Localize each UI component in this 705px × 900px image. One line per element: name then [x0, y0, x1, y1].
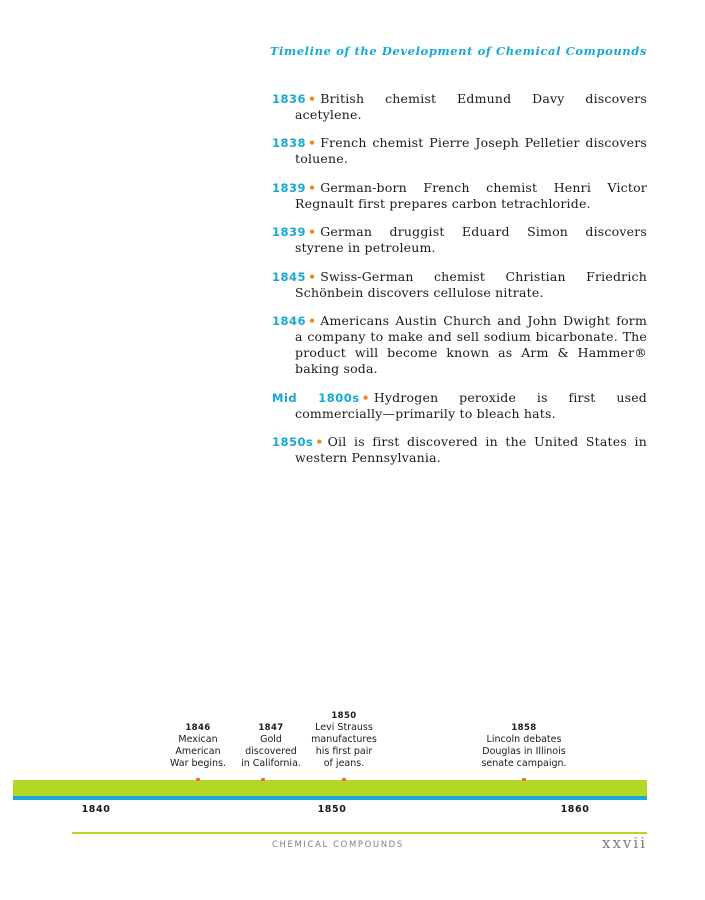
timeline-marker-icon [196, 778, 200, 781]
timeline-entry [272, 313, 647, 377]
event-line: discovered [245, 746, 297, 757]
timeline-marker-icon [342, 778, 346, 781]
event-line: of jeans. [323, 758, 365, 769]
event-line: Levi Strauss [315, 722, 373, 733]
event-year: 1858 [511, 723, 537, 733]
event-year: 1847 [258, 723, 284, 733]
entry-year: 1839 [272, 225, 307, 239]
axis-label-1860: 1860 [560, 804, 590, 815]
entry-text: German druggist Eduard Simon discovers styrene in petroleum. [295, 224, 647, 255]
event-line: Lincoln debates [486, 734, 562, 745]
event-line: Mexican [178, 734, 218, 745]
entry-year: Mid 1800s [272, 390, 360, 405]
timeline-axis-line [13, 796, 647, 800]
timeline-entry [272, 180, 647, 212]
entry-text: German-born French chemist Henri Victor Regnault first prepares carbon tetrachloride. [295, 179, 647, 211]
event-line: War begins. [169, 758, 227, 769]
timeline-entry [272, 269, 647, 301]
bullet-icon: • [308, 224, 317, 239]
entry-text: Oil is first discovered in the United States in western Pennsylvania. [295, 434, 647, 465]
bullet-icon: • [308, 179, 317, 195]
timeline-entry [272, 434, 647, 466]
entry-year: 1845 [272, 269, 307, 284]
entry-text: French chemist Pierre Joseph Pelletier discovers toluene. [295, 135, 647, 166]
timeline-marker-icon [261, 778, 265, 781]
timeline-event-1850 [311, 710, 377, 770]
axis-label-1840: 1840 [81, 804, 111, 815]
bullet-icon: • [361, 389, 370, 405]
event-line: in California. [241, 758, 301, 769]
axis-label-1850: 1850 [317, 804, 347, 815]
footer-book-title: CHEMICAL COMPOUNDS [272, 840, 404, 850]
footer-rule [72, 832, 647, 834]
entry-year: 1850s [272, 435, 314, 449]
timeline-entry [272, 135, 647, 167]
entry-year: 1838 [272, 136, 307, 150]
footer-page-number: xxvii [602, 834, 647, 852]
timeline-entry [272, 390, 647, 422]
timeline-entry [272, 91, 647, 123]
timeline-marker-icon [522, 778, 526, 781]
event-line: his first pair [315, 746, 373, 757]
event-year: 1850 [331, 711, 357, 721]
event-line: American [175, 746, 221, 757]
timeline-event-1847 [241, 722, 301, 770]
entry-year: 1839 [272, 180, 307, 195]
entry-text: British chemist Edmund Davy discovers acetylene. [295, 90, 647, 122]
entry-year: 1846 [272, 314, 307, 328]
timeline-band [13, 780, 647, 796]
bullet-icon: • [308, 90, 317, 106]
running-head-title: Timeline of the Development of Chemical Compounds [269, 44, 647, 58]
entry-text: Americans Austin Church and John Dwight form a company to make and sell sodium bicarbonate. The product will become known as Arm & Hammer® baking soda. [295, 313, 647, 376]
event-line: senate campaign. [481, 758, 567, 769]
entry-text: Swiss-German chemist Christian Friedrich Schönbein discovers cellulose nitrate. [295, 268, 647, 300]
timeline-entries [272, 78, 647, 477]
entry-year: 1836 [272, 91, 307, 106]
timeline-entry [272, 224, 647, 256]
event-line: Gold [260, 734, 282, 745]
bullet-icon: • [308, 313, 317, 328]
entry-text: Hydrogen peroxide is first used commercially—primarily to bleach hats. [295, 389, 647, 421]
timeline-event-1846 [170, 722, 226, 770]
bullet-icon: • [308, 268, 317, 284]
bullet-icon: • [315, 434, 324, 449]
timeline-event-1858 [481, 722, 566, 770]
event-line: manufactures [311, 734, 377, 745]
event-line: Douglas in Illinois [482, 746, 566, 757]
bullet-icon: • [308, 135, 317, 150]
event-year: 1846 [185, 723, 211, 733]
